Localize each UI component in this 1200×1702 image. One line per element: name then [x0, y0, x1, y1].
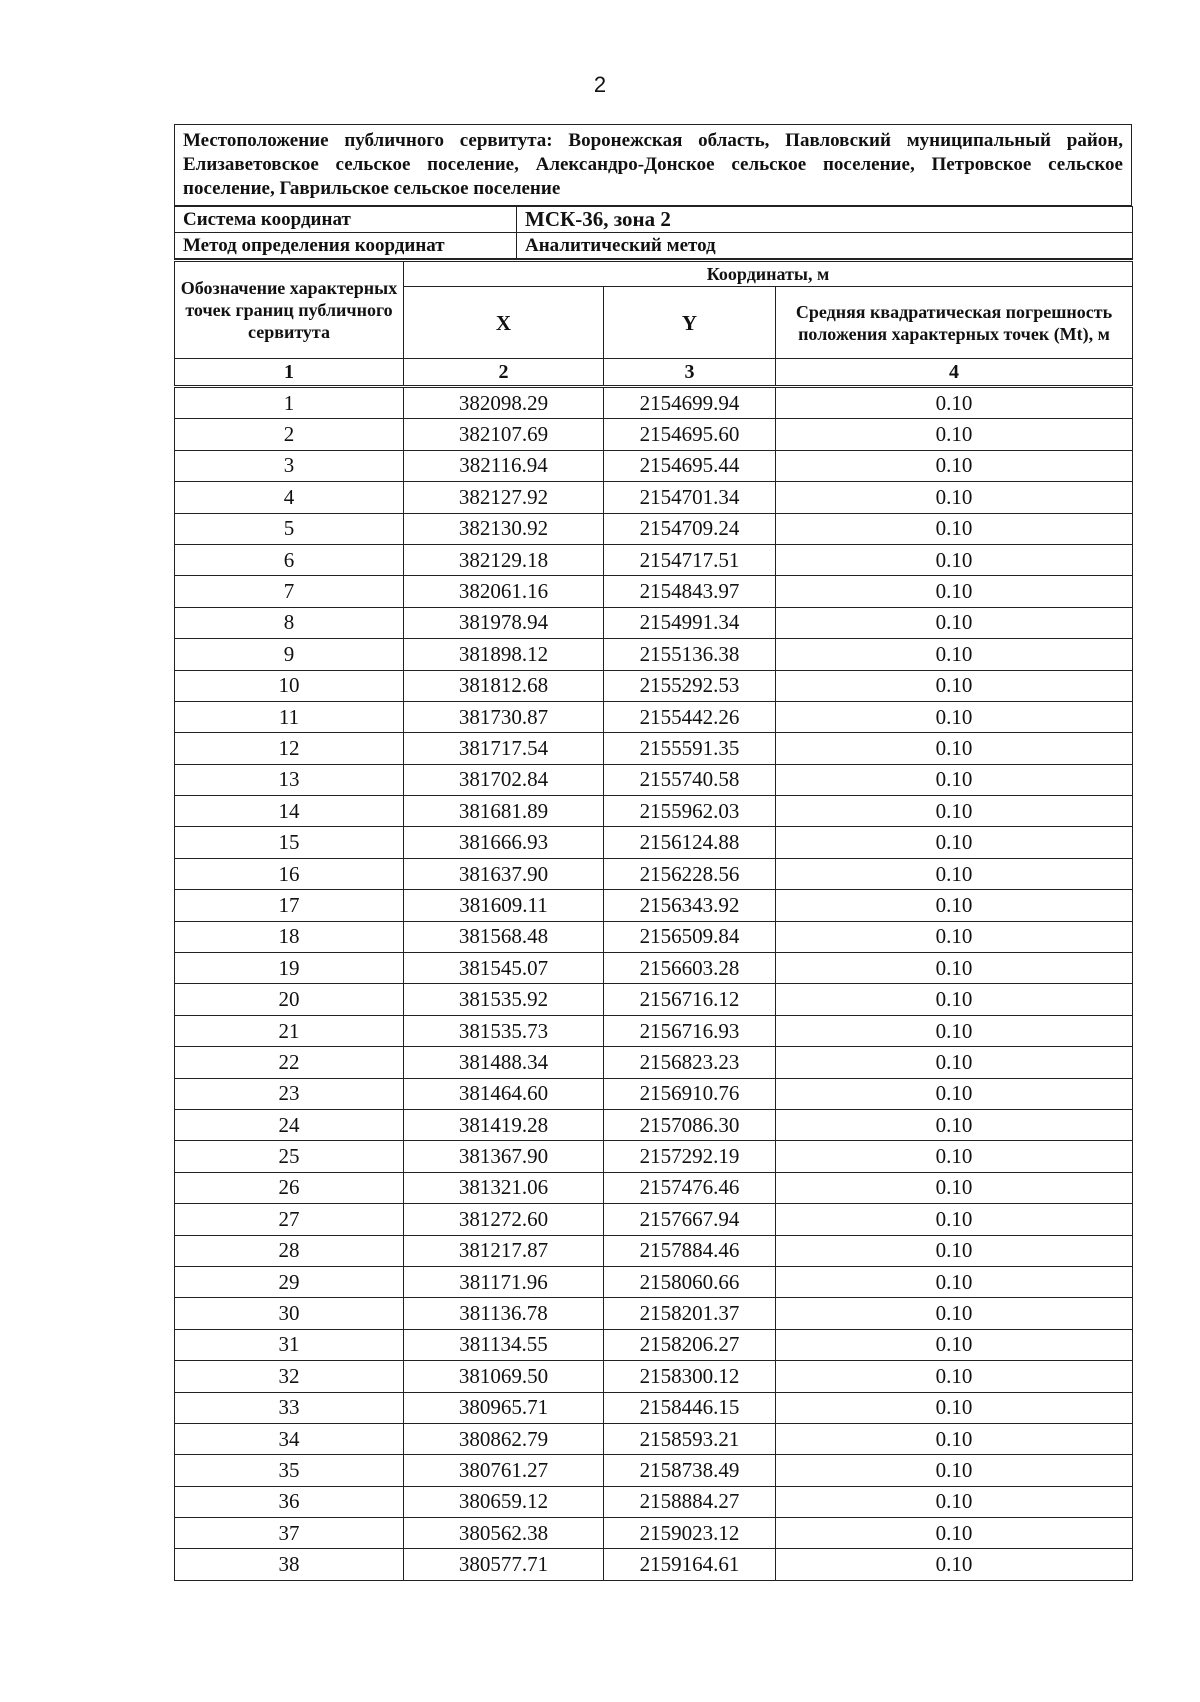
point-number-cell: 13 — [175, 764, 404, 795]
table-row — [175, 1172, 1133, 1203]
mt-cell: 0.10 — [776, 1486, 1133, 1517]
y-coordinate-cell: 2158593.21 — [604, 1423, 776, 1454]
mt-cell: 0.10 — [776, 984, 1133, 1015]
coordinates-table — [174, 259, 1133, 1581]
x-coordinate-cell: 381464.60 — [404, 1078, 604, 1109]
x-coordinate-cell: 380562.38 — [404, 1518, 604, 1549]
mt-cell: 0.10 — [776, 733, 1133, 764]
x-coordinate-cell: 381171.96 — [404, 1266, 604, 1297]
y-coordinate-cell: 2158060.66 — [604, 1266, 776, 1297]
y-coordinate-cell: 2155591.35 — [604, 733, 776, 764]
x-coordinate-cell: 381666.93 — [404, 827, 604, 858]
table-row — [175, 639, 1133, 670]
coordinates-body — [175, 387, 1133, 1581]
table-row — [175, 701, 1133, 732]
table-row — [175, 890, 1133, 921]
y-coordinate-cell: 2156124.88 — [604, 827, 776, 858]
y-coordinate-cell: 2158201.37 — [604, 1298, 776, 1329]
table-row — [175, 513, 1133, 544]
y-coordinate-cell: 2157884.46 — [604, 1235, 776, 1266]
point-number-cell: 36 — [175, 1486, 404, 1517]
x-coordinate-cell: 381730.87 — [404, 701, 604, 732]
point-number-cell: 6 — [175, 544, 404, 575]
y-coordinate-cell: 2156910.76 — [604, 1078, 776, 1109]
mt-cell: 0.10 — [776, 764, 1133, 795]
table-row — [175, 1141, 1133, 1172]
table-row — [175, 1078, 1133, 1109]
mt-cell: 0.10 — [776, 1047, 1133, 1078]
mt-cell: 0.10 — [776, 858, 1133, 889]
mt-cell: 0.10 — [776, 1141, 1133, 1172]
table-row — [175, 1486, 1133, 1517]
coord-system-value: МСК-36, зона 2 — [517, 207, 1133, 233]
mt-cell: 0.10 — [776, 1518, 1133, 1549]
mt-cell: 0.10 — [776, 701, 1133, 732]
table-row — [175, 733, 1133, 764]
mt-cell: 0.10 — [776, 482, 1133, 513]
x-coordinate-cell: 381812.68 — [404, 670, 604, 701]
point-number-cell: 23 — [175, 1078, 404, 1109]
mt-cell: 0.10 — [776, 1455, 1133, 1486]
mt-cell: 0.10 — [776, 1361, 1133, 1392]
point-number-cell: 25 — [175, 1141, 404, 1172]
point-number-cell: 5 — [175, 513, 404, 544]
x-coordinate-cell: 381419.28 — [404, 1109, 604, 1140]
table-row — [175, 482, 1133, 513]
table-row — [175, 419, 1133, 450]
y-coordinate-cell: 2155740.58 — [604, 764, 776, 795]
point-number-cell: 3 — [175, 450, 404, 481]
mt-cell: 0.10 — [776, 1392, 1133, 1423]
y-coordinate-cell: 2154701.34 — [604, 482, 776, 513]
table-row — [175, 544, 1133, 575]
mt-cell: 0.10 — [776, 1109, 1133, 1140]
point-number-cell: 30 — [175, 1298, 404, 1329]
table-row — [175, 1549, 1133, 1580]
point-number-cell: 38 — [175, 1549, 404, 1580]
mt-cell: 0.10 — [776, 1172, 1133, 1203]
y-coordinate-cell: 2155136.38 — [604, 639, 776, 670]
y-coordinate-cell: 2156823.23 — [604, 1047, 776, 1078]
method-value: Аналитический метод — [517, 233, 1133, 259]
point-number-cell: 9 — [175, 639, 404, 670]
mt-cell: 0.10 — [776, 513, 1133, 544]
x-coordinate-cell: 381134.55 — [404, 1329, 604, 1360]
x-coordinate-cell: 381545.07 — [404, 953, 604, 984]
column-number: 1 — [175, 359, 404, 387]
table-row — [175, 1392, 1133, 1423]
y-coordinate-cell: 2154709.24 — [604, 513, 776, 544]
table-row — [175, 921, 1133, 952]
y-coordinate-cell: 2154695.60 — [604, 419, 776, 450]
header-x: X — [404, 287, 604, 359]
location-cell — [175, 125, 1132, 206]
mt-cell: 0.10 — [776, 1549, 1133, 1580]
table-row — [175, 953, 1133, 984]
point-number-cell: 10 — [175, 670, 404, 701]
point-number-cell: 32 — [175, 1361, 404, 1392]
y-coordinate-cell: 2155292.53 — [604, 670, 776, 701]
column-number: 4 — [776, 359, 1133, 387]
x-coordinate-cell: 382116.94 — [404, 450, 604, 481]
document-body — [174, 124, 1132, 1581]
y-coordinate-cell: 2156228.56 — [604, 858, 776, 889]
table-row — [175, 1047, 1133, 1078]
table-row — [175, 387, 1133, 419]
mt-cell: 0.10 — [776, 796, 1133, 827]
y-coordinate-cell: 2156716.12 — [604, 984, 776, 1015]
table-row — [175, 670, 1133, 701]
point-number-cell: 29 — [175, 1266, 404, 1297]
y-coordinate-cell: 2155442.26 — [604, 701, 776, 732]
column-number: 3 — [604, 359, 776, 387]
x-coordinate-cell: 380965.71 — [404, 1392, 604, 1423]
point-number-cell: 14 — [175, 796, 404, 827]
y-coordinate-cell: 2157292.19 — [604, 1141, 776, 1172]
x-coordinate-cell: 382061.16 — [404, 576, 604, 607]
x-coordinate-cell: 381069.50 — [404, 1361, 604, 1392]
point-number-cell: 12 — [175, 733, 404, 764]
page-number: 2 — [593, 72, 607, 97]
table-row — [175, 1423, 1133, 1454]
point-number-cell: 1 — [175, 387, 404, 419]
x-coordinate-cell: 381535.92 — [404, 984, 604, 1015]
location-label: Местоположение публичного сервитута: — [183, 130, 553, 151]
column-number: 2 — [404, 359, 604, 387]
y-coordinate-cell: 2158884.27 — [604, 1486, 776, 1517]
table-row — [175, 1266, 1133, 1297]
x-coordinate-cell: 382130.92 — [404, 513, 604, 544]
x-coordinate-cell: 382129.18 — [404, 544, 604, 575]
x-coordinate-cell: 381978.94 — [404, 607, 604, 638]
point-number-cell: 35 — [175, 1455, 404, 1486]
y-coordinate-cell: 2154843.97 — [604, 576, 776, 607]
mt-cell: 0.10 — [776, 921, 1133, 952]
y-coordinate-cell: 2156509.84 — [604, 921, 776, 952]
meta-table — [174, 206, 1133, 259]
y-coordinate-cell: 2159023.12 — [604, 1518, 776, 1549]
header-coords: Координаты, м — [404, 261, 1133, 287]
mt-cell: 0.10 — [776, 670, 1133, 701]
coord-system-row — [175, 207, 1133, 233]
coord-system-label: Система координат — [175, 207, 517, 233]
point-number-cell: 28 — [175, 1235, 404, 1266]
y-coordinate-cell: 2154695.44 — [604, 450, 776, 481]
y-coordinate-cell: 2156603.28 — [604, 953, 776, 984]
table-row — [175, 1329, 1133, 1360]
header-mt: Средняя квадратическая погрешность положения характерных точек (Mt), м — [776, 287, 1133, 359]
point-number-cell: 27 — [175, 1204, 404, 1235]
mt-cell: 0.10 — [776, 1329, 1133, 1360]
mt-cell: 0.10 — [776, 419, 1133, 450]
x-coordinate-cell: 381717.54 — [404, 733, 604, 764]
y-coordinate-cell: 2157667.94 — [604, 1204, 776, 1235]
table-row — [175, 1361, 1133, 1392]
y-coordinate-cell: 2154699.94 — [604, 387, 776, 419]
point-number-cell: 19 — [175, 953, 404, 984]
point-number-cell: 7 — [175, 576, 404, 607]
y-coordinate-cell: 2158738.49 — [604, 1455, 776, 1486]
mt-cell: 0.10 — [776, 639, 1133, 670]
mt-cell: 0.10 — [776, 890, 1133, 921]
table-row — [175, 1518, 1133, 1549]
mt-cell: 0.10 — [776, 1204, 1133, 1235]
x-coordinate-cell: 381217.87 — [404, 1235, 604, 1266]
point-number-cell: 15 — [175, 827, 404, 858]
table-row — [175, 1015, 1133, 1046]
point-number-cell: 18 — [175, 921, 404, 952]
mt-cell: 0.10 — [776, 1298, 1133, 1329]
mt-cell: 0.10 — [776, 1266, 1133, 1297]
x-coordinate-cell: 381702.84 — [404, 764, 604, 795]
x-coordinate-cell: 382127.92 — [404, 482, 604, 513]
point-number-cell: 34 — [175, 1423, 404, 1454]
point-number-cell: 21 — [175, 1015, 404, 1046]
y-coordinate-cell: 2159164.61 — [604, 1549, 776, 1580]
point-number-cell: 26 — [175, 1172, 404, 1203]
header-points: Обозначение характерных точек границ публичного сервитута — [175, 261, 404, 359]
table-row — [175, 1109, 1133, 1140]
mt-cell: 0.10 — [776, 450, 1133, 481]
y-coordinate-cell: 2158446.15 — [604, 1392, 776, 1423]
table-row — [175, 1235, 1133, 1266]
table-row — [175, 827, 1133, 858]
mt-cell: 0.10 — [776, 827, 1133, 858]
point-number-cell: 4 — [175, 482, 404, 513]
x-coordinate-cell: 381321.06 — [404, 1172, 604, 1203]
table-row — [175, 450, 1133, 481]
x-coordinate-cell: 381272.60 — [404, 1204, 604, 1235]
x-coordinate-cell: 381535.73 — [404, 1015, 604, 1046]
y-coordinate-cell: 2158300.12 — [604, 1361, 776, 1392]
point-number-cell: 17 — [175, 890, 404, 921]
x-coordinate-cell: 380577.71 — [404, 1549, 604, 1580]
table-row — [175, 576, 1133, 607]
point-number-cell: 33 — [175, 1392, 404, 1423]
point-number-cell: 2 — [175, 419, 404, 450]
point-number-cell: 31 — [175, 1329, 404, 1360]
table-row — [175, 984, 1133, 1015]
x-coordinate-cell: 381568.48 — [404, 921, 604, 952]
x-coordinate-cell: 381898.12 — [404, 639, 604, 670]
mt-cell: 0.10 — [776, 576, 1133, 607]
location-text: Воронежская область, Павловский муниципальный район, Елизаветовское сельское поселение, Александро-Донское сельское поселение, Петровское сельское поселение, Гаврильское сельское поселение — [183, 130, 1124, 199]
mt-cell: 0.10 — [776, 1423, 1133, 1454]
x-coordinate-cell: 381637.90 — [404, 858, 604, 889]
point-number-cell: 24 — [175, 1109, 404, 1140]
point-number-cell: 11 — [175, 701, 404, 732]
x-coordinate-cell: 382098.29 — [404, 387, 604, 419]
location-table — [174, 124, 1132, 206]
y-coordinate-cell: 2158206.27 — [604, 1329, 776, 1360]
table-row — [175, 1298, 1133, 1329]
x-coordinate-cell: 381681.89 — [404, 796, 604, 827]
x-coordinate-cell: 381609.11 — [404, 890, 604, 921]
mt-cell: 0.10 — [776, 1078, 1133, 1109]
method-label: Метод определения координат — [175, 233, 517, 259]
x-coordinate-cell: 381136.78 — [404, 1298, 604, 1329]
mt-cell: 0.10 — [776, 1235, 1133, 1266]
point-number-cell: 37 — [175, 1518, 404, 1549]
y-coordinate-cell: 2156716.93 — [604, 1015, 776, 1046]
table-row — [175, 607, 1133, 638]
table-row — [175, 858, 1133, 889]
mt-cell: 0.10 — [776, 607, 1133, 638]
y-coordinate-cell: 2157086.30 — [604, 1109, 776, 1140]
y-coordinate-cell: 2157476.46 — [604, 1172, 776, 1203]
x-coordinate-cell: 381488.34 — [404, 1047, 604, 1078]
mt-cell: 0.10 — [776, 1015, 1133, 1046]
point-number-cell: 16 — [175, 858, 404, 889]
column-numbers-row — [175, 359, 1133, 387]
table-row — [175, 1204, 1133, 1235]
table-row — [175, 764, 1133, 795]
x-coordinate-cell: 380659.12 — [404, 1486, 604, 1517]
x-coordinate-cell: 380761.27 — [404, 1455, 604, 1486]
x-coordinate-cell: 381367.90 — [404, 1141, 604, 1172]
mt-cell: 0.10 — [776, 953, 1133, 984]
point-number-cell: 20 — [175, 984, 404, 1015]
mt-cell: 0.10 — [776, 544, 1133, 575]
y-coordinate-cell: 2154717.51 — [604, 544, 776, 575]
point-number-cell: 22 — [175, 1047, 404, 1078]
x-coordinate-cell: 382107.69 — [404, 419, 604, 450]
x-coordinate-cell: 380862.79 — [404, 1423, 604, 1454]
table-row — [175, 796, 1133, 827]
header-y: Y — [604, 287, 776, 359]
point-number-cell: 8 — [175, 607, 404, 638]
y-coordinate-cell: 2156343.92 — [604, 890, 776, 921]
y-coordinate-cell: 2154991.34 — [604, 607, 776, 638]
table-row — [175, 1455, 1133, 1486]
y-coordinate-cell: 2155962.03 — [604, 796, 776, 827]
method-row — [175, 233, 1133, 259]
mt-cell: 0.10 — [776, 387, 1133, 419]
